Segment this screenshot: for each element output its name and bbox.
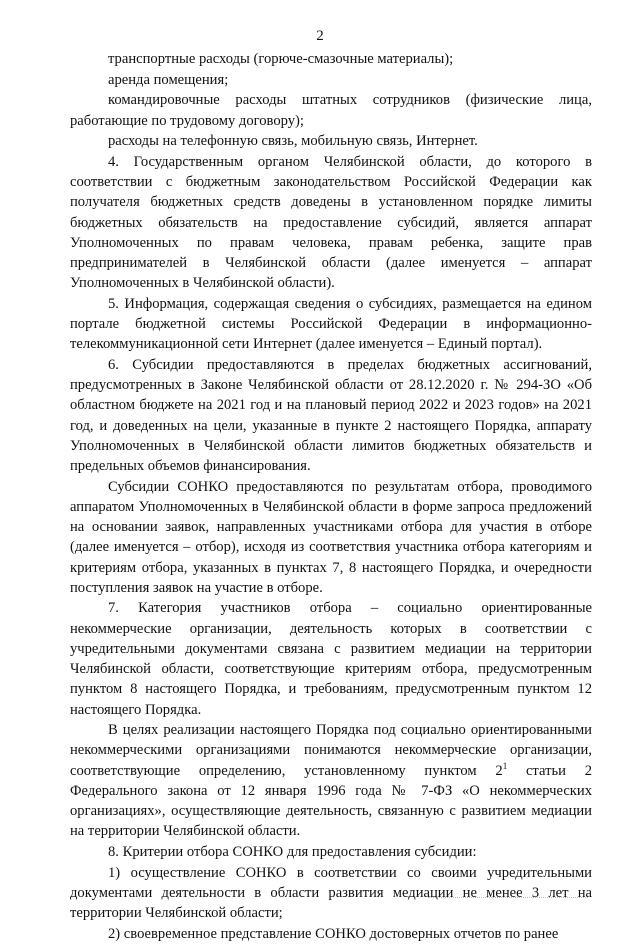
- paragraph-item-4: 4. Государственным органом Челябинской области, до которого в соответствии с бюджетным законодательством Российской Федерации как получателя бюджетных средств доведены в установленном порядке лимиты бюджетных обязательств на предоставление субсидий, является аппарат Уполномоченных по правам человека, правам ребенка, защите прав предпринимателей в Челябинской области (далее именуется – аппарат Уполномоченных в Челябинской области).: [70, 154, 592, 292]
- paragraph-item-6: 6. Субсидии предоставляются в пределах бюджетных ассигнований, предусмотренных в Законе Челябинской области от 28.12.2020 г. № 294-ЗО «Об областном бюджете на 2021 год и на плановый период 2022 и 2023 годов» на 2021 год, и доведенных на цели, указанные в пункте 2 настоящего Порядка, аппарату Уполномоченных в Челябинской области лимитов бюджетных обязательств и предельных объемов финансирования.: [70, 357, 592, 475]
- paragraph-item-8: 8. Критерии отбора СОНКО для предоставления субсидии:: [108, 843, 477, 860]
- paragraph-rent: аренда помещения;: [108, 71, 229, 88]
- paragraph-fuel-costs: транспортные расходы (горюче-смазочные материалы);: [108, 51, 454, 67]
- paragraph-ngo-definition: [70, 720, 592, 841]
- document-body: [70, 49, 592, 944]
- paragraph-item-5: 5. Информация, содержащая сведения о субсидиях, размещается на едином портале бюджетной системы Российской Федерации в информационно-телекоммуникационной сети Интернет (далее именуется – Единый портал).: [70, 295, 592, 353]
- footnote-superscript: 1: [502, 760, 508, 771]
- paragraph-criterion-2: 2) своевременное представление СОНКО достоверных отчетов по ранее: [108, 925, 559, 942]
- paragraph-item-7: 7. Категория участников отбора – социально ориентированные некоммерческие организации, деятельность которых в соответствии с учредительными документами связана с развитием медиации на территории Челябинской области, соответствующие критериям отбора, предусмотренным пунктом 8 настоящего Порядка, и требованиям, предусмотренным пунктом 12 настоящего Порядка.: [70, 600, 592, 718]
- ngo-definition-part2: статьи 2 Федерального закона от 12 января 1996 года № 7-ФЗ «О некоммерческих организациях», осуществляющие деятельность, связанную с развитием медиации на территории Челябинской области.: [70, 762, 592, 840]
- paragraph-travel-costs: командировочные расходы штатных сотрудников (физические лица, работающие по трудовому договору);: [70, 92, 592, 129]
- scan-artifact: [428, 897, 588, 900]
- paragraph-selection: Субсидии СОНКО предоставляются по результатам отбора, проводимого аппаратом Уполномоченных в Челябинской области в форме запроса предложений на основании заявок, направленных участниками отбора для участия в отборе (далее именуется – отбор), исходя из соответствия участника отбора категориям и критериям отбора, указанных в пунктах 7, 8 настоящего Порядка, и очередности поступления заявок на участие в отборе.: [70, 478, 592, 596]
- page-number: 2: [316, 28, 324, 44]
- paragraph-communication-costs: расходы на телефонную связь, мобильную связь, Интернет.: [108, 133, 478, 150]
- ngo-definition-part1: В целях реализации настоящего Порядка под социально ориентированными некоммерческими организациями понимаются некоммерческие организации, соответствующие определению, установленному пунктом 2: [70, 722, 592, 779]
- paragraph-criterion-1: 1) осуществление СОНКО в соответствии со своими учредительными документами деятельности в области развития медиации не менее 3 лет на территории Челябинской области;: [70, 864, 592, 922]
